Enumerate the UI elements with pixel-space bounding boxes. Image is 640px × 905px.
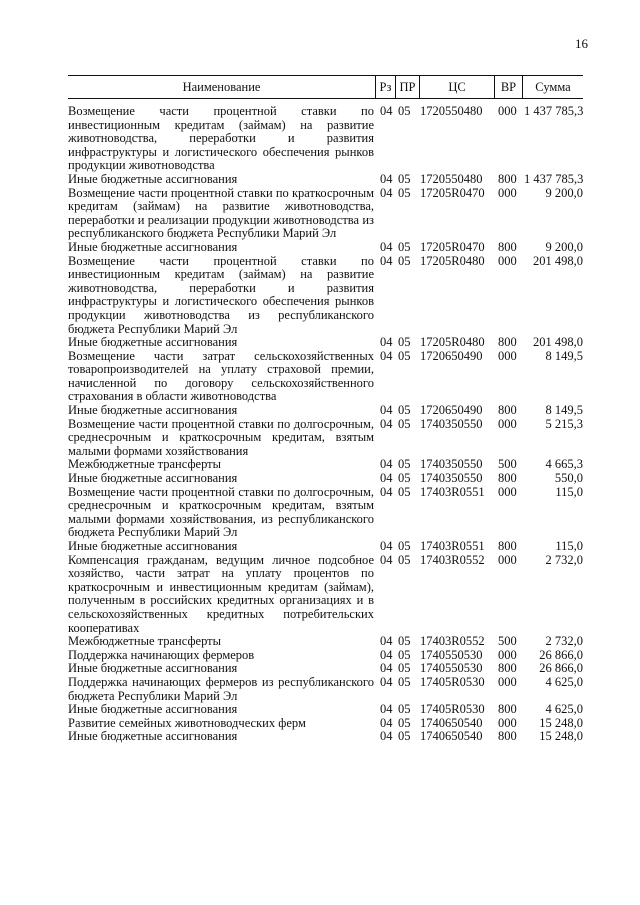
row-sum: 9 200,0 xyxy=(545,185,583,200)
row-name: Межбюджетные трансферты xyxy=(68,634,222,649)
row-vr: 000 xyxy=(498,348,517,363)
row-vr: 500 xyxy=(498,457,517,472)
table-row xyxy=(68,635,583,649)
row-vr: 000 xyxy=(498,674,517,689)
table-row xyxy=(68,458,583,472)
row-vr: 000 xyxy=(498,715,517,730)
row-cs: 1740550530 xyxy=(420,661,483,676)
row-cs: 1720650490 xyxy=(420,348,483,363)
row-cs: 17403R0552 xyxy=(420,552,485,567)
row-cs: 17205R0470 xyxy=(420,239,485,254)
row-sum: 1 437 785,3 xyxy=(524,171,584,186)
row-name: Поддержка начинающих фермеров xyxy=(68,647,255,662)
table-row xyxy=(68,676,583,703)
row-name: Возмещение части процентной ставки по долгосрочным, среднесрочным и краткосрочным кредитам, взятым малыми формами хозяйствования xyxy=(68,416,374,458)
row-rz: 04 xyxy=(380,171,393,186)
row-pr: 05 xyxy=(398,253,411,268)
row-vr: 000 xyxy=(498,253,517,268)
table-row xyxy=(68,649,583,663)
row-name: Иные бюджетные ассигнования xyxy=(68,239,238,254)
row-vr: 000 xyxy=(498,647,517,662)
row-rz: 04 xyxy=(380,715,393,730)
row-name: Развитие семейных животноводческих ферм xyxy=(68,715,306,730)
row-name: Иные бюджетные ассигнования xyxy=(68,539,238,553)
budget-table xyxy=(68,75,583,744)
row-pr: 05 xyxy=(398,348,411,363)
table-header xyxy=(68,75,583,99)
row-sum: 1 437 785,3 xyxy=(524,104,584,118)
row-rz: 04 xyxy=(380,729,393,744)
row-vr: 800 xyxy=(498,239,517,254)
row-name: Компенсация гражданам, ведущим личное подсобное хозяйство, части затрат на уплату процентов по краткосрочным и инвестиционным кредитам (займам), полученным в российских кредитных организациях и в сельскохозяйственных кредитных потребительских кооперативах xyxy=(68,552,374,635)
row-vr: 000 xyxy=(498,484,517,499)
row-cs: 1720650490 xyxy=(420,403,483,418)
row-vr: 000 xyxy=(498,104,517,118)
row-pr: 05 xyxy=(398,634,411,649)
row-pr: 05 xyxy=(398,702,411,717)
row-pr: 05 xyxy=(398,239,411,254)
row-rz: 04 xyxy=(380,484,393,499)
table-row xyxy=(68,703,583,717)
header-name: Наименование xyxy=(182,80,261,94)
row-name: Возмещение части процентной ставки по инвестиционным кредитам (займам) на развитие животноводства, переработки и развития инфраструктуры и логистического обеспечения рынков продукции животноводства из республиканского бюджета Республики Марий Эл xyxy=(68,253,374,336)
row-cs: 1740350550 xyxy=(420,416,483,431)
header-vr: ВР xyxy=(494,76,522,98)
row-vr: 000 xyxy=(498,416,517,431)
row-name: Иные бюджетные ассигнования xyxy=(68,471,238,486)
row-rz: 04 xyxy=(380,335,393,350)
row-pr: 05 xyxy=(398,471,411,486)
row-sum: 550,0 xyxy=(554,471,583,486)
row-sum: 26 866,0 xyxy=(539,661,583,676)
header-cs: ЦС xyxy=(419,76,494,98)
row-sum: 201 498,0 xyxy=(533,253,583,268)
row-rz: 04 xyxy=(380,457,393,472)
table-row xyxy=(68,418,583,459)
row-pr: 05 xyxy=(398,457,411,472)
row-vr: 800 xyxy=(498,539,517,553)
row-cs: 1740650540 xyxy=(420,729,483,744)
row-name: Возмещение части затрат сельскохозяйственных товаропроизводителей на уплату страховой премии, начисленной по договору сельскохозяйственного страхования в области животноводства xyxy=(68,348,374,404)
row-name: Иные бюджетные ассигнования xyxy=(68,729,238,744)
table-row xyxy=(68,540,583,554)
row-name: Иные бюджетные ассигнования xyxy=(68,171,238,186)
row-sum: 4 625,0 xyxy=(545,674,583,689)
table-body xyxy=(68,105,583,744)
row-rz: 04 xyxy=(380,634,393,649)
table-row xyxy=(68,404,583,418)
row-vr: 800 xyxy=(498,661,517,676)
row-rz: 04 xyxy=(380,403,393,418)
table-row xyxy=(68,717,583,731)
row-sum: 26 866,0 xyxy=(539,647,583,662)
table-row xyxy=(68,187,583,241)
row-sum: 115,0 xyxy=(555,484,583,499)
row-rz: 04 xyxy=(380,185,393,200)
row-name: Возмещение части процентной ставки по инвестиционным кредитам (займам) на развитие животноводства, переработки и развития инфраструктуры и логистического обеспечения рынков продукции животноводства xyxy=(68,104,374,173)
table-row xyxy=(68,350,583,404)
row-name: Иные бюджетные ассигнования xyxy=(68,403,238,418)
row-pr: 05 xyxy=(398,729,411,744)
header-rz: Рз xyxy=(375,76,395,98)
row-sum: 201 498,0 xyxy=(533,335,583,350)
row-vr: 800 xyxy=(498,471,517,486)
row-pr: 05 xyxy=(398,647,411,662)
table-row xyxy=(68,486,583,540)
row-vr: 800 xyxy=(498,702,517,717)
row-name: Иные бюджетные ассигнования xyxy=(68,661,238,676)
row-pr: 05 xyxy=(398,185,411,200)
table-row xyxy=(68,472,583,486)
row-cs: 1740650540 xyxy=(420,715,483,730)
row-name: Межбюджетные трансферты xyxy=(68,457,222,472)
row-name: Иные бюджетные ассигнования xyxy=(68,702,238,717)
row-sum: 2 732,0 xyxy=(545,552,583,567)
row-pr: 05 xyxy=(398,539,411,553)
header-sum: Сумма xyxy=(522,76,583,98)
table-row xyxy=(68,255,583,337)
row-cs: 1720550480 xyxy=(420,104,483,118)
row-pr: 05 xyxy=(398,416,411,431)
row-cs: 17205R0480 xyxy=(420,253,485,268)
row-rz: 04 xyxy=(380,348,393,363)
row-sum: 15 248,0 xyxy=(539,715,583,730)
row-name: Возмещение части процентной ставки по долгосрочным, среднесрочным и краткосрочным кредитам, взятым малыми формами хозяйствования, из республиканского бюджета Республики Марий Эл xyxy=(68,484,374,540)
row-pr: 05 xyxy=(398,552,411,567)
row-vr: 800 xyxy=(498,403,517,418)
row-vr: 800 xyxy=(498,729,517,744)
table-row xyxy=(68,554,583,636)
row-pr: 05 xyxy=(398,335,411,350)
row-rz: 04 xyxy=(380,104,393,118)
row-sum: 15 248,0 xyxy=(539,729,583,744)
row-cs: 1720550480 xyxy=(420,171,483,186)
row-cs: 17205R0480 xyxy=(420,335,485,350)
row-sum: 4 625,0 xyxy=(545,702,583,717)
table-row xyxy=(68,241,583,255)
row-cs: 1740350550 xyxy=(420,471,483,486)
table-row xyxy=(68,730,583,744)
row-rz: 04 xyxy=(380,253,393,268)
row-rz: 04 xyxy=(380,239,393,254)
row-sum: 5 215,3 xyxy=(545,416,583,431)
row-rz: 04 xyxy=(380,674,393,689)
row-name: Иные бюджетные ассигнования xyxy=(68,335,238,350)
row-pr: 05 xyxy=(398,674,411,689)
row-rz: 04 xyxy=(380,661,393,676)
row-pr: 05 xyxy=(398,403,411,418)
row-cs: 17205R0470 xyxy=(420,185,485,200)
page-number: 16 xyxy=(575,36,588,51)
row-pr: 05 xyxy=(398,715,411,730)
row-pr: 05 xyxy=(398,484,411,499)
row-rz: 04 xyxy=(380,552,393,567)
row-sum: 4 665,3 xyxy=(545,457,583,472)
table-row xyxy=(68,662,583,676)
table-row xyxy=(68,173,583,187)
row-sum: 115,0 xyxy=(555,539,583,553)
row-rz: 04 xyxy=(380,471,393,486)
row-cs: 17405R0530 xyxy=(420,674,485,689)
header-pr: ПР xyxy=(395,76,419,98)
row-cs: 17403R0551 xyxy=(420,539,485,553)
row-pr: 05 xyxy=(398,104,411,118)
row-cs: 17403R0551 xyxy=(420,484,485,499)
row-vr: 000 xyxy=(498,552,517,567)
table-row xyxy=(68,336,583,350)
row-cs: 1740350550 xyxy=(420,457,483,472)
row-rz: 04 xyxy=(380,416,393,431)
row-vr: 800 xyxy=(498,335,517,350)
row-cs: 17403R0552 xyxy=(420,634,485,649)
row-name: Возмещение части процентной ставки по краткосрочным кредитам (займам) на развитие животноводства, переработки и реализации продукции животноводства из республиканского бюджета Республики Марий Эл xyxy=(68,185,374,241)
row-cs: 17405R0530 xyxy=(420,702,485,717)
table-row xyxy=(68,105,583,173)
row-sum: 2 732,0 xyxy=(545,634,583,649)
row-sum: 8 149,5 xyxy=(545,403,583,418)
row-vr: 800 xyxy=(498,171,517,186)
row-sum: 8 149,5 xyxy=(545,348,583,363)
row-pr: 05 xyxy=(398,171,411,186)
row-pr: 05 xyxy=(398,661,411,676)
row-name: Поддержка начинающих фермеров из республиканского бюджета Республики Марий Эл xyxy=(68,674,374,703)
row-vr: 000 xyxy=(498,185,517,200)
row-vr: 500 xyxy=(498,634,517,649)
row-cs: 1740550530 xyxy=(420,647,483,662)
row-rz: 04 xyxy=(380,539,393,553)
row-rz: 04 xyxy=(380,647,393,662)
row-rz: 04 xyxy=(380,702,393,717)
row-sum: 9 200,0 xyxy=(545,239,583,254)
